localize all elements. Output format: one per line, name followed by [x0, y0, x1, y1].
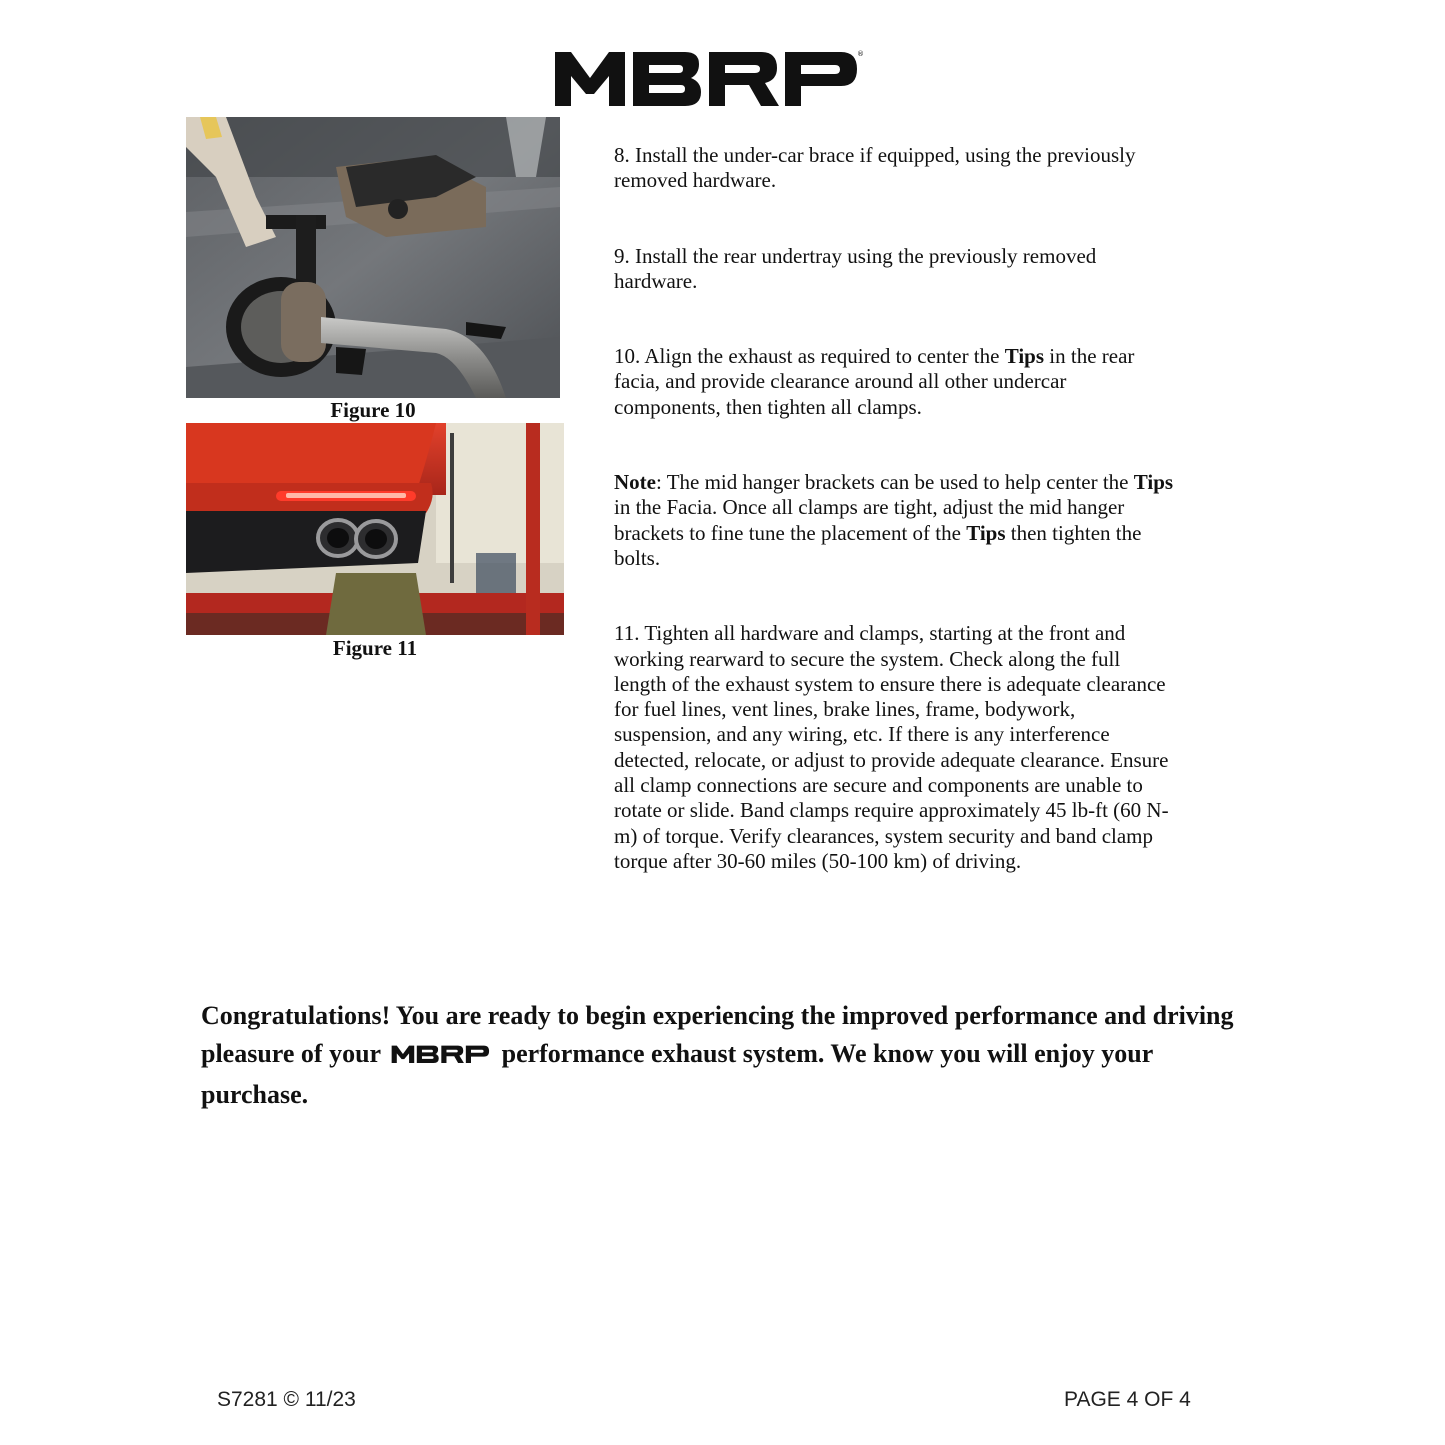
instruction-steps	[614, 143, 1174, 874]
page-number: PAGE 4 OF 4	[1064, 1388, 1191, 1411]
figure-10-caption: Figure 10	[330, 398, 416, 422]
closing-text-1: Congratulations! You are ready to begin experiencing the improved performance and driving pleasure of your	[201, 1001, 1234, 1068]
note-text-a: : The mid hanger brackets can be used to help center the	[655, 470, 1134, 495]
svg-text:®: ®	[857, 50, 864, 58]
step-8: 8. Install the under-car brace if equipped, using the previously removed hardware.	[614, 143, 1136, 193]
figure-11-caption: Figure 11	[332, 636, 418, 660]
closing-text-2: performance exhaust system. We know you will enjoy your purchase.	[201, 1039, 1153, 1109]
step-9: 9. Install the rear undertray using the previously removed hardware.	[614, 243, 1097, 293]
step-11: 11. Tighten all hardware and clamps, starting at the front and working rearward to secure the system. Check along the full length of the exhaust system to ensure there is adequate clearance for fuel lines, vent lines, brake lines, frame, bodywork, suspension, and any wiring, etc. If there is any interference detected, relocate, or adjust to provide adequate clearance. Ensure all clamp connections are secure and components are unable to rotate or slide. Band clamps require approximately 45 lb-ft (60 N-m) of torque. Verify clearances, system security and band clamp torque after 30-60 miles (50-100 km) of driving.	[614, 621, 1169, 873]
step-10	[614, 344, 1174, 420]
figure-11-photo	[186, 423, 564, 635]
closing-message	[201, 997, 1261, 1114]
figure-10-photo	[186, 117, 560, 398]
note	[614, 470, 1174, 571]
note-text-b: in the Facia. Once all clamps are tight, adjust the mid hanger brackets to fine tune the placement of the	[614, 495, 1125, 545]
note-label: Note	[614, 470, 656, 495]
step-10-tips: Tips	[1004, 344, 1045, 369]
mbrp-inline-logo	[391, 1038, 491, 1076]
note-tips-1: Tips	[1133, 470, 1174, 495]
mbrp-logo	[553, 48, 863, 108]
note-text-c: then tighten the bolts.	[614, 520, 1142, 570]
step-10-text-b: in the rear facia, and provide clearance around all other undercar components, then tighten all clamps.	[614, 344, 1135, 419]
document-id: S7281 © 11/23	[217, 1388, 356, 1411]
step-10-text-a: 10. Align the exhaust as required to center the	[614, 344, 1005, 369]
note-tips-2: Tips	[966, 520, 1006, 545]
